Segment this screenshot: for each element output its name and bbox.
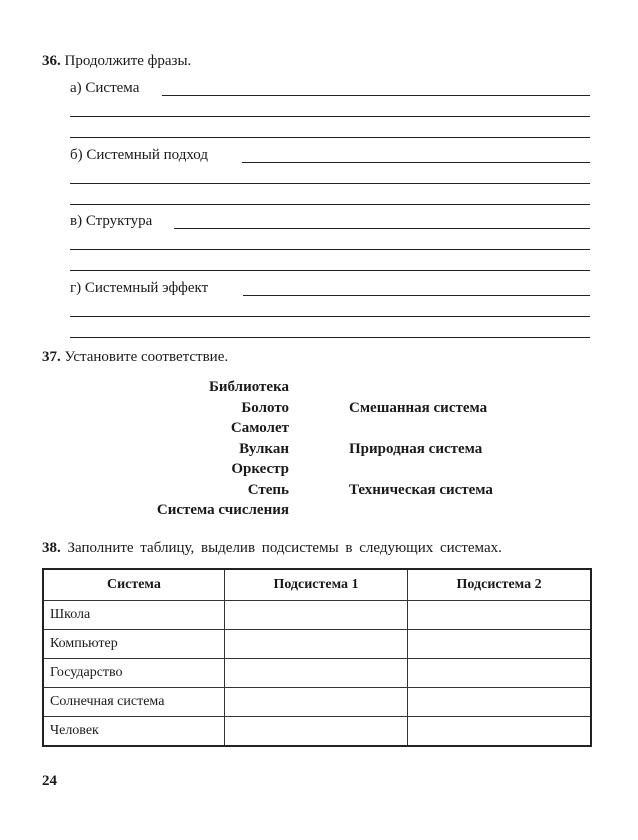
table-row bbox=[43, 601, 591, 630]
table-cell-system: Человек bbox=[43, 717, 224, 747]
q37-left-item: Оркестр bbox=[231, 461, 289, 477]
table-cell-subsystem-1[interactable] bbox=[224, 601, 407, 630]
q38-heading bbox=[42, 539, 502, 557]
table-cell-system: Школа bbox=[43, 601, 224, 630]
table-header: Подсистема 2 bbox=[408, 569, 591, 601]
table-cell-subsystem-2[interactable] bbox=[408, 601, 591, 630]
answer-line-a-2[interactable] bbox=[70, 116, 590, 117]
answer-line-b-3[interactable] bbox=[70, 204, 590, 205]
table-cell-system: Государство bbox=[43, 659, 224, 688]
q37-left-item: Система счисления bbox=[156, 502, 289, 518]
table-row bbox=[43, 630, 591, 659]
q36-item-b-label: б) Системный подход bbox=[70, 147, 209, 163]
answer-line-c-3[interactable] bbox=[70, 270, 590, 271]
table-cell-system: Солнечная система bbox=[43, 688, 224, 717]
table-cell-subsystem-2[interactable] bbox=[408, 717, 591, 747]
answer-line-a-1[interactable] bbox=[162, 95, 590, 96]
answer-line-b-1[interactable] bbox=[242, 162, 590, 163]
q36-title: Продолжите фразы. bbox=[64, 53, 192, 69]
table-header: Система bbox=[43, 569, 224, 601]
q37-right-item: Природная система bbox=[349, 441, 483, 457]
table-cell-subsystem-2[interactable] bbox=[408, 659, 591, 688]
q37-left-item: Степь bbox=[247, 482, 289, 498]
subsystems-table bbox=[42, 568, 592, 747]
page-number: 24 bbox=[42, 773, 57, 789]
answer-line-d-2[interactable] bbox=[70, 316, 590, 317]
q37-title: Установите соответствие. bbox=[64, 349, 229, 365]
q37-left-item: Самолет bbox=[230, 420, 289, 436]
q36-item-a-label: а) Система bbox=[70, 80, 140, 96]
table-row bbox=[43, 688, 591, 717]
table-cell-subsystem-2[interactable] bbox=[408, 688, 591, 717]
table-cell-system: Компьютер bbox=[43, 630, 224, 659]
table-header-row bbox=[43, 569, 591, 601]
table-cell-subsystem-1[interactable] bbox=[224, 688, 407, 717]
table-cell-subsystem-1[interactable] bbox=[224, 717, 407, 747]
q37-right-item: Техническая система bbox=[349, 482, 493, 498]
answer-line-c-2[interactable] bbox=[70, 249, 590, 250]
answer-line-d-1[interactable] bbox=[243, 295, 590, 296]
q38-title: Заполните таблицу, выделив подсистемы в следующих системах. bbox=[67, 540, 502, 556]
q36-number: 36. bbox=[42, 53, 61, 69]
q37-heading bbox=[42, 348, 228, 366]
answer-line-a-3[interactable] bbox=[70, 137, 590, 138]
answer-line-c-1[interactable] bbox=[174, 228, 590, 229]
table-row bbox=[43, 717, 591, 747]
q36-item-d-label: г) Системный эффект bbox=[70, 280, 209, 296]
q36-heading bbox=[42, 52, 191, 70]
q37-right-item: Смешанная система bbox=[349, 400, 488, 416]
q37-left-item: Вулкан bbox=[239, 441, 289, 457]
q36-item-c-label: в) Структура bbox=[70, 213, 153, 229]
table-cell-subsystem-1[interactable] bbox=[224, 659, 407, 688]
q37-left-item: Библиотека bbox=[209, 379, 289, 395]
table-cell-subsystem-1[interactable] bbox=[224, 630, 407, 659]
table-header: Подсистема 1 bbox=[224, 569, 407, 601]
answer-line-d-3[interactable] bbox=[70, 337, 590, 338]
answer-line-b-2[interactable] bbox=[70, 183, 590, 184]
q38-number: 38. bbox=[42, 540, 61, 556]
q37-left-item: Болото bbox=[241, 400, 289, 416]
q37-number: 37. bbox=[42, 349, 61, 365]
table-cell-subsystem-2[interactable] bbox=[408, 630, 591, 659]
table-row bbox=[43, 659, 591, 688]
